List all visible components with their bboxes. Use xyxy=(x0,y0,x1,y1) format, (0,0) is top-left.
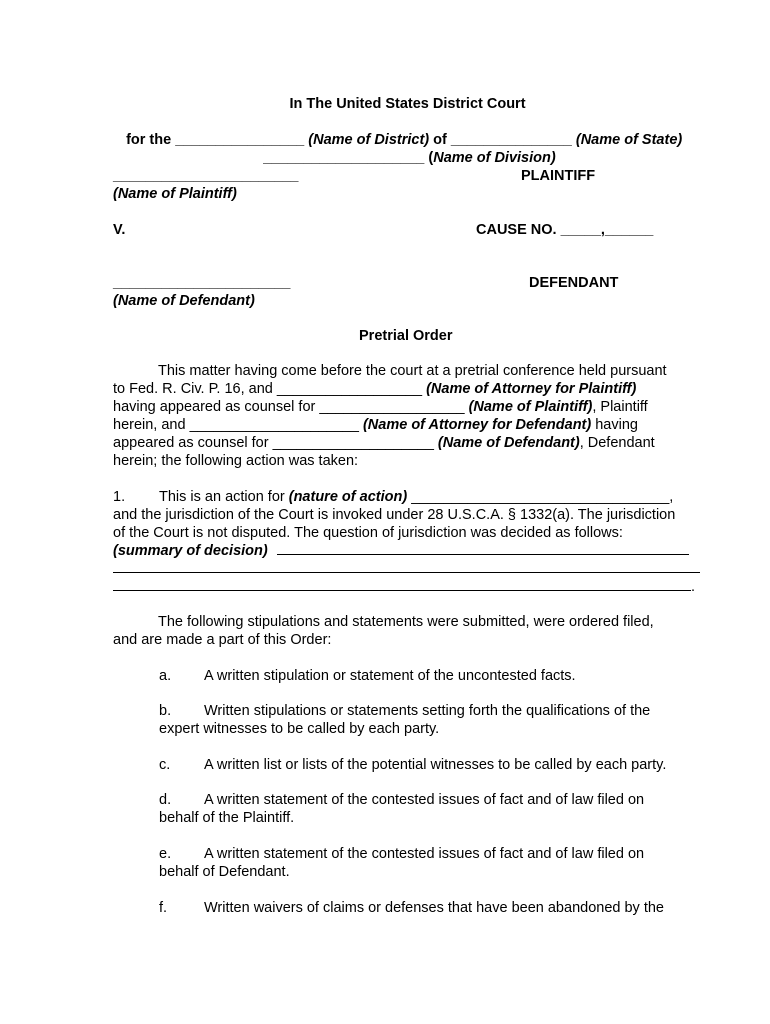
item-1-line-3: of the Court is not disputed. The question of jurisdiction was decided as follows: xyxy=(113,525,623,541)
district-label: (Name of District) xyxy=(304,132,430,148)
item-e-text-2: behalf of Defendant. xyxy=(159,864,290,880)
defendant-name-inline-label: (Name of Defendant) xyxy=(437,435,580,451)
item-1-number: 1. xyxy=(113,489,126,505)
intro-line-6: herein; the following action was taken: xyxy=(113,453,359,469)
defendant-blank: ______________________ xyxy=(113,275,291,291)
stipulations-line-1: The following stipulations and statements were submitted, were ordered filed, xyxy=(158,614,654,630)
for-the-text: for the xyxy=(126,132,176,148)
intro-line-2 xyxy=(113,380,636,398)
intro-line-2-text: to Fed. R. Civ. P. 16, and __________________ xyxy=(113,381,427,397)
item-e-letter: e. xyxy=(159,846,172,862)
district-blank: ________________ xyxy=(175,132,305,148)
state-blank: _______________ xyxy=(450,132,572,148)
plaintiff-name-inline-label: (Name of Plaintiff) xyxy=(468,399,593,415)
item-a-text: A written stipulation or statement of the uncontested facts. xyxy=(204,668,576,684)
item-1-line-1-text: This is an action for xyxy=(159,489,289,505)
item-e-text-1: A written statement of the contested issues of fact and of law filed on xyxy=(204,846,645,862)
order-title: Pretrial Order xyxy=(359,328,453,344)
item-1-line-2: and the jurisdiction of the Court is invoked under 28 U.S.C.A. § 1332(a). The jurisdiction xyxy=(113,507,676,523)
intro-line-5 xyxy=(113,434,655,452)
item-b-text-2: expert witnesses to be called by each party. xyxy=(159,721,440,737)
versus-text: V. xyxy=(113,222,126,238)
summary-blank-line-3 xyxy=(113,590,691,591)
plaintiff-blank: _______________________ xyxy=(113,168,299,184)
item-b-text-1: Written stipulations or statements setting forth the qualifications of the xyxy=(204,703,651,719)
court-title: In The United States District Court xyxy=(289,96,526,112)
intro-line-5-tail: , Defendant xyxy=(579,435,655,451)
summary-period: . xyxy=(691,579,696,595)
stipulations-line-2: and are made a part of this Order: xyxy=(113,632,332,648)
division-line xyxy=(255,131,556,167)
intro-line-4-text: herein, and _____________________ xyxy=(113,417,363,433)
division-label: Name of Division) xyxy=(433,150,556,166)
defendant-role: DEFENDANT xyxy=(529,275,619,291)
item-b-letter: b. xyxy=(159,703,172,719)
intro-line-3-tail: , Plaintiff xyxy=(592,399,648,415)
attorney-plaintiff-label: (Name of Attorney for Plaintiff) xyxy=(426,381,637,397)
intro-line-5-text: appeared as counsel for ____________________ xyxy=(113,435,438,451)
item-c-letter: c. xyxy=(159,757,171,773)
item-d-text-2: behalf of the Plaintiff. xyxy=(159,810,295,826)
item-1-line-1-blank: ________________________________, xyxy=(407,489,674,505)
division-blank: ____________________ xyxy=(263,150,425,166)
plaintiff-name-label: (Name of Plaintiff) xyxy=(113,186,237,202)
nature-of-action-label: (nature of action) xyxy=(288,489,408,505)
state-label: (Name of State) xyxy=(571,132,683,148)
attorney-defendant-label: (Name of Attorney for Defendant) xyxy=(362,417,592,433)
of-text: of xyxy=(429,132,451,148)
intro-line-3 xyxy=(113,398,648,416)
item-1-line-1 xyxy=(159,488,673,506)
defendant-name-label: (Name of Defendant) xyxy=(113,293,255,309)
summary-of-decision-label: (summary of decision) xyxy=(113,543,268,559)
summary-blank-line-1 xyxy=(277,554,689,555)
plaintiff-role: PLAINTIFF xyxy=(521,168,596,184)
item-f-text-1: Written waivers of claims or defenses that have been abandoned by the xyxy=(204,900,664,916)
item-d-letter: d. xyxy=(159,792,172,808)
division-open-paren: ( xyxy=(424,150,434,166)
item-f-letter: f. xyxy=(159,900,168,916)
intro-line-4-tail: having xyxy=(591,417,638,433)
intro-line-3-text: having appeared as counsel for __________________ xyxy=(113,399,469,415)
intro-line-1: This matter having come before the court at a pretrial conference held pursuant xyxy=(158,363,667,379)
cause-number: CAUSE NO. _____,______ xyxy=(476,222,654,238)
item-c-text: A written list or lists of the potential witnesses to be called by each party. xyxy=(204,757,667,773)
summary-blank-line-2 xyxy=(113,572,700,573)
intro-line-4 xyxy=(113,416,638,434)
item-d-text-1: A written statement of the contested issues of fact and of law filed on xyxy=(204,792,645,808)
item-a-letter: a. xyxy=(159,668,172,684)
